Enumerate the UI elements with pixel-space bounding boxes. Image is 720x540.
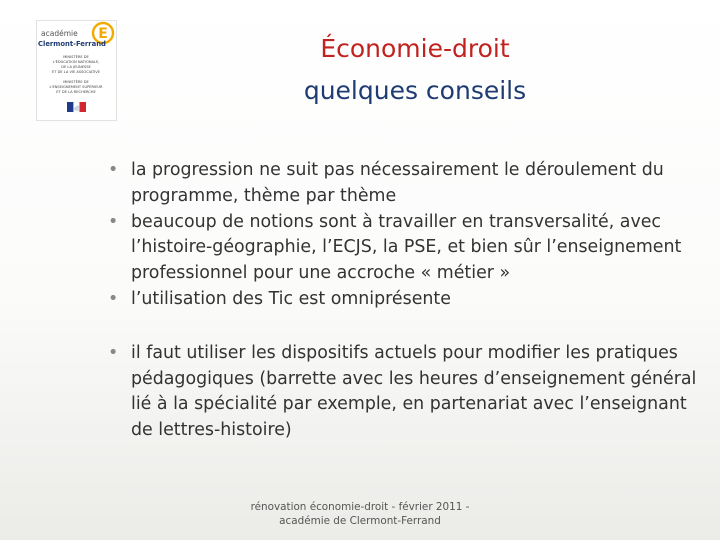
slide-title-line2: quelques conseils — [303, 76, 527, 105]
ministry1-line3: DE LA JEUNESSE — [61, 65, 91, 69]
slide-title — [250, 28, 580, 112]
academy-name-line2: Clermont-Ferrand — [38, 40, 106, 48]
academy-emblem-letter: E — [98, 26, 108, 42]
ministry1-line1: MINISTÈRE DE — [63, 55, 89, 59]
bullet-list — [108, 158, 704, 444]
ministry2-line1: MINISTÈRE DE — [63, 80, 89, 84]
bullet-item: • il faut utiliser les dispositifs actuels pour modifier les pratiques pédagogiques (barrette avec les heures d’enseignement général lié à la spécialité par exemple, en partenariat avec l’enseignant de lettres-histoire) — [108, 341, 704, 444]
bullet-item: • l’utilisation des Tic est omniprésente — [108, 287, 704, 313]
ministry2-line3: ET DE LA RECHERCHE — [56, 90, 96, 94]
slide-footer — [238, 500, 482, 528]
slide-title-line1: Économie-droit — [320, 34, 510, 63]
footer-line1: rénovation économie-droit - février 2011 - — [250, 501, 470, 513]
ministry1-line4: ET DE LA VIE ASSOCIATIVE — [52, 70, 100, 74]
bullet-item: • la progression ne suit pas nécessairement le déroulement du programme, thème par thème — [108, 158, 704, 210]
academy-logo-graphic — [37, 21, 116, 120]
bullet-item: • beaucoup de notions sont à travailler en transversalité, avec l’histoire-géographie, l’ECJS, la PSE, et bien sûr l’enseignement professionnel pour une accroche « métier » — [108, 210, 704, 287]
ministry1-line2: L'ÉDUCATION NATIONALE, — [52, 60, 100, 64]
footer-line2: académie de Clermont-Ferrand — [279, 515, 441, 527]
academy-logo — [36, 20, 117, 121]
republic-flag-icon — [67, 102, 86, 112]
ministry2-line2: L'ENSEIGNEMENT SUPÉRIEUR — [49, 85, 103, 89]
academy-name-line1: académie — [41, 29, 78, 38]
